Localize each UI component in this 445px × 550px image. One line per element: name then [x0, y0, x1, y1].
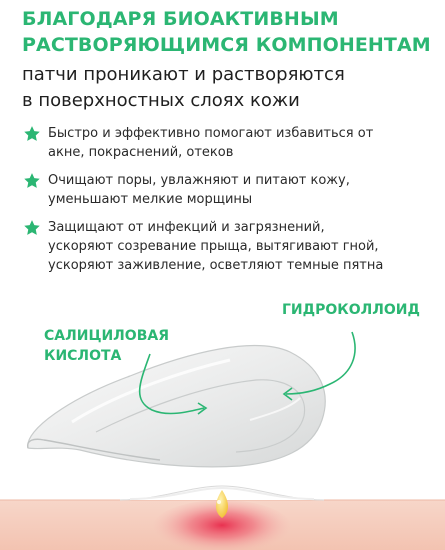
salicylic-acid-label-line-2: КИСЛОТА: [44, 348, 122, 364]
star-icon: [22, 125, 42, 143]
headline-line-1: БЛАГОДАРЯ БИОАКТИВНЫМ: [22, 8, 339, 30]
benefit-item: [22, 218, 432, 275]
benefit-text-line: Защищают от инфекций и загрязнений,: [48, 220, 325, 235]
benefit-item: [22, 124, 432, 162]
hydrocolloid-label-text: ГИДРОКОЛЛОИД: [282, 302, 420, 318]
benefit-text: [48, 218, 383, 275]
headline: [22, 6, 431, 58]
star-icon: [22, 172, 42, 190]
salicylic-acid-label-line-1: САЛИЦИЛОВАЯ: [44, 328, 169, 344]
subheadline-line-1: патчи проникают и растворяются: [22, 64, 345, 85]
benefit-text-line: ускоряют заживление, осветляют темные пятна: [48, 258, 384, 273]
benefit-text-line: уменьшают мелкие морщины: [48, 192, 253, 207]
subheadline-line-2: в поверхностных слоях кожи: [22, 90, 300, 111]
salicylic-acid-label: [44, 326, 169, 366]
star-icon: [22, 219, 42, 237]
benefit-text-line: Быстро и эффективно помогают избавиться от: [48, 126, 374, 141]
benefit-text-line: ускоряют созревание прыща, вытягивают гной,: [48, 239, 379, 254]
benefit-text-line: акне, покраснений, отеков: [48, 145, 234, 160]
benefit-text: [48, 171, 350, 209]
hydrocolloid-label: [282, 300, 420, 320]
benefit-text-line: Очищают поры, увлажняют и питают кожу,: [48, 173, 350, 188]
subheadline: [22, 62, 345, 114]
benefit-list: [22, 124, 432, 284]
benefit-text: [48, 124, 373, 162]
benefit-item: [22, 171, 432, 209]
headline-line-2: РАСТВОРЯЮЩИМСЯ КОМПОНЕНТАМ: [22, 34, 431, 56]
skin-cross-section: [0, 486, 445, 550]
